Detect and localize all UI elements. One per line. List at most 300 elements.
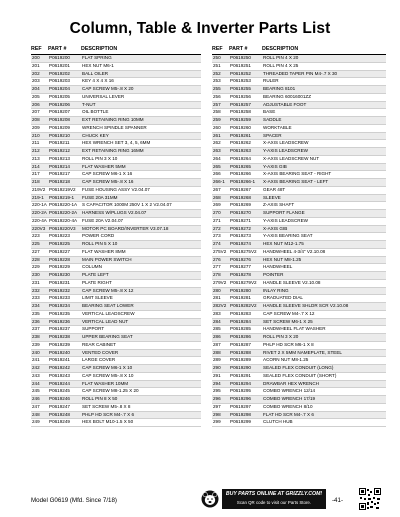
ref-cell: 280 bbox=[212, 287, 229, 295]
description-cell: SET SCREW M5-.8 X 8 bbox=[81, 403, 201, 411]
part-number-cell: P0619285 bbox=[229, 326, 262, 334]
description-cell: REAR CABINET bbox=[81, 341, 201, 349]
part-number-cell: P0619278 bbox=[229, 272, 262, 280]
ref-cell: 294 bbox=[212, 380, 229, 388]
part-number-cell: P0619218 bbox=[48, 179, 81, 187]
part-number-cell: P0619259 bbox=[229, 117, 262, 125]
description-cell: UPPER BEARING SEAT bbox=[81, 334, 201, 342]
ref-cell: 295 bbox=[212, 388, 229, 396]
table-row bbox=[31, 279, 201, 287]
table-row bbox=[31, 310, 201, 318]
table-row bbox=[31, 365, 201, 373]
ref-cell: 220-1A bbox=[31, 202, 48, 210]
part-number-cell: P0619238 bbox=[48, 334, 81, 342]
table-row bbox=[212, 365, 386, 373]
ref-cell: 246 bbox=[31, 396, 48, 404]
table-row bbox=[31, 62, 201, 70]
model-label: Model G0619 (Mfd. Since 7/18) bbox=[31, 497, 117, 504]
description-cell: CAP SCREW M6-1 X 10 bbox=[81, 365, 201, 373]
part-number-cell: P0619296 bbox=[229, 396, 262, 404]
table-row bbox=[31, 55, 201, 63]
part-number-cell: P0619266 bbox=[229, 171, 262, 179]
header-part: PART # bbox=[48, 46, 81, 55]
ref-cell: 237 bbox=[31, 326, 48, 334]
description-cell: FUSE HOUSING ASSY V2.04.07 bbox=[81, 186, 201, 194]
ref-cell: 252 bbox=[212, 70, 229, 78]
ref-cell: 289 bbox=[212, 357, 229, 365]
ref-cell: 288 bbox=[212, 349, 229, 357]
part-number-cell: P0619219-1 bbox=[48, 194, 81, 202]
description-cell: CAP SCREW M5-.8 X 16 bbox=[81, 179, 201, 187]
table-row bbox=[212, 341, 386, 349]
description-cell: CHUCK KEY bbox=[81, 132, 201, 140]
ref-cell: 207 bbox=[31, 109, 48, 117]
part-number-cell: P0619261 bbox=[229, 132, 262, 140]
part-number-cell: P0619274 bbox=[229, 241, 262, 249]
description-cell: FLAT HD SCR M4-.7 X 6 bbox=[262, 411, 386, 419]
description-cell: GEAR 48T bbox=[262, 186, 386, 194]
table-row bbox=[31, 155, 201, 163]
ref-cell: 286 bbox=[212, 334, 229, 342]
ref-cell: 234 bbox=[31, 303, 48, 311]
description-cell: FUSE 20A V2.04.07 bbox=[81, 217, 201, 225]
description-cell: ROLL PIN 5 X 10 bbox=[81, 241, 201, 249]
table-row bbox=[212, 78, 386, 86]
header-description: DESCRIPTION bbox=[81, 46, 201, 55]
description-cell: ADJUSTABLE FOOT bbox=[262, 101, 386, 109]
table-row bbox=[212, 186, 386, 194]
description-cell: SLEEVE bbox=[262, 194, 386, 202]
ref-cell: 243 bbox=[31, 372, 48, 380]
table-row bbox=[212, 396, 386, 404]
description-cell: FLAT SPRING bbox=[81, 55, 201, 63]
description-cell: CAP SCREW M4-.7 X 12 bbox=[262, 310, 386, 318]
ref-cell: 287 bbox=[212, 341, 229, 349]
part-number-cell: P0619282V2 bbox=[229, 303, 262, 311]
ref-cell: 281 bbox=[212, 295, 229, 303]
description-cell: PHLP HD SCR M6-1 X 8 bbox=[262, 341, 386, 349]
description-cell: BASE bbox=[262, 109, 386, 117]
ref-cell: 225 bbox=[31, 241, 48, 249]
table-row bbox=[212, 287, 386, 295]
part-number-cell: P0619256 bbox=[229, 93, 262, 101]
table-row bbox=[212, 380, 386, 388]
table-row bbox=[31, 341, 201, 349]
description-cell: SUPPORT FLANGE bbox=[262, 210, 386, 218]
ref-cell: 202 bbox=[31, 70, 48, 78]
table-row bbox=[212, 101, 386, 109]
table-row bbox=[212, 163, 386, 171]
ref-cell: 209 bbox=[31, 124, 48, 132]
qr-code-icon[interactable] bbox=[359, 488, 381, 510]
table-row bbox=[31, 256, 201, 264]
table-row bbox=[31, 388, 201, 396]
description-cell: CAP SCREW M6-1 X 16 bbox=[81, 171, 201, 179]
part-number-cell: P0619279V2 bbox=[229, 279, 262, 287]
ref-cell: 220-2A bbox=[31, 210, 48, 218]
part-number-cell: P0619283 bbox=[229, 310, 262, 318]
description-cell: SPACER bbox=[262, 132, 386, 140]
part-number-cell: P0619230 bbox=[48, 272, 81, 280]
description-cell: POWER CORD bbox=[81, 233, 201, 241]
description-cell: ROLL PIN 3 X 10 bbox=[81, 155, 201, 163]
parts-table-right bbox=[212, 46, 386, 427]
description-cell: LARGE COVER bbox=[81, 357, 201, 365]
part-number-cell: P0619209 bbox=[48, 124, 81, 132]
description-cell: BEARING 8101 bbox=[262, 86, 386, 94]
table-row bbox=[212, 272, 386, 280]
ref-cell: 268 bbox=[212, 194, 229, 202]
description-cell: Z-AXIS SHAFT bbox=[262, 202, 386, 210]
ref-cell: 257 bbox=[212, 101, 229, 109]
table-row bbox=[31, 334, 201, 342]
table-row bbox=[212, 357, 386, 365]
part-number-cell: P0619263 bbox=[229, 148, 262, 156]
ref-cell: 259 bbox=[212, 117, 229, 125]
table-row bbox=[212, 70, 386, 78]
description-cell: HEX NUT M8-1.25 bbox=[262, 256, 386, 264]
ref-cell: 230 bbox=[31, 272, 48, 280]
part-number-cell: P0619234 bbox=[48, 303, 81, 311]
ref-cell: 256 bbox=[212, 93, 229, 101]
part-number-cell: P0619243 bbox=[48, 372, 81, 380]
table-row bbox=[31, 117, 201, 125]
part-number-cell: P0619250 bbox=[229, 55, 262, 63]
description-cell: WORKTABLE bbox=[262, 124, 386, 132]
part-number-cell: P0619266-1 bbox=[229, 179, 262, 187]
part-number-cell: P0619200 bbox=[48, 55, 81, 63]
part-number-cell: P0619291 bbox=[229, 372, 262, 380]
description-cell: CAP SCREW M5-.8 X 20 bbox=[81, 86, 201, 94]
part-number-cell: P0619272 bbox=[229, 225, 262, 233]
part-number-cell: P0619220V3 bbox=[48, 225, 81, 233]
table-row bbox=[31, 295, 201, 303]
table-row bbox=[31, 233, 201, 241]
ref-cell: 212 bbox=[31, 148, 48, 156]
part-number-cell: P0619235 bbox=[48, 310, 81, 318]
part-number-cell: P0619255 bbox=[229, 86, 262, 94]
ref-cell: 276 bbox=[212, 256, 229, 264]
part-number-cell: P0619228 bbox=[48, 256, 81, 264]
ref-cell: 284 bbox=[212, 318, 229, 326]
table-row bbox=[31, 124, 201, 132]
table-row bbox=[31, 101, 201, 109]
ref-cell: 265 bbox=[212, 163, 229, 171]
part-number-cell: P0619280 bbox=[229, 287, 262, 295]
ref-cell: 258 bbox=[212, 109, 229, 117]
description-cell: VENTED COVER bbox=[81, 349, 201, 357]
description-cell: CAP SCREW M5-.8 X 10 bbox=[81, 372, 201, 380]
ref-cell: 204 bbox=[31, 86, 48, 94]
table-row bbox=[212, 318, 386, 326]
part-number-cell: P0619203 bbox=[48, 78, 81, 86]
description-cell: HANDWHEEL FLAT WASHER bbox=[262, 326, 386, 334]
header-part: PART # bbox=[229, 46, 262, 55]
ref-cell: 219-1 bbox=[31, 194, 48, 202]
ref-cell: 283 bbox=[212, 310, 229, 318]
table-row bbox=[31, 132, 201, 140]
description-cell: FLAT WASHER 10MM bbox=[81, 380, 201, 388]
ref-cell: 264 bbox=[212, 155, 229, 163]
description-cell: CAP SCREW M8-1.25 X 20 bbox=[81, 388, 201, 396]
ref-cell: 255 bbox=[212, 86, 229, 94]
table-row bbox=[212, 124, 386, 132]
table-row bbox=[31, 163, 201, 171]
part-number-cell: P0619288 bbox=[229, 349, 262, 357]
ref-cell: 277 bbox=[212, 264, 229, 272]
part-number-cell: P0619227 bbox=[48, 248, 81, 256]
part-number-cell: P0619236 bbox=[48, 318, 81, 326]
part-number-cell: P0619220-2A bbox=[48, 210, 81, 218]
part-number-cell: P0619202 bbox=[48, 70, 81, 78]
ref-cell: 201 bbox=[31, 62, 48, 70]
ref-cell: 211 bbox=[31, 140, 48, 148]
ref-cell: 249 bbox=[31, 419, 48, 427]
part-number-cell: P0619294 bbox=[229, 380, 262, 388]
part-number-cell: P0619257 bbox=[229, 101, 262, 109]
description-cell: MAIN POWER SWITCH bbox=[81, 256, 201, 264]
part-number-cell: P0619260 bbox=[229, 124, 262, 132]
ref-cell: 250 bbox=[212, 55, 229, 63]
part-number-cell: P0619265 bbox=[229, 163, 262, 171]
ref-cell: 274 bbox=[212, 241, 229, 249]
description-cell: DRAWBAR HEX WRENCH bbox=[262, 380, 386, 388]
table-row bbox=[31, 419, 201, 427]
page-title: Column, Table & Inverter Parts List bbox=[69, 20, 331, 37]
table-row bbox=[31, 186, 201, 194]
table-row bbox=[212, 372, 386, 380]
part-number-cell: P0619231 bbox=[48, 279, 81, 287]
description-cell: HANDLE SLEEVE V2.10.08 bbox=[262, 279, 386, 287]
ref-cell: 238 bbox=[31, 334, 48, 342]
table-row bbox=[212, 225, 386, 233]
part-number-cell: P0619211 bbox=[48, 140, 81, 148]
part-number-cell: P0619244 bbox=[48, 380, 81, 388]
ref-cell: 245 bbox=[31, 388, 48, 396]
table-row bbox=[212, 148, 386, 156]
header-description: DESCRIPTION bbox=[262, 46, 386, 55]
description-cell: SADDLE bbox=[262, 117, 386, 125]
table-row bbox=[31, 93, 201, 101]
part-number-cell: P0619245 bbox=[48, 388, 81, 396]
table-row bbox=[212, 264, 386, 272]
ref-cell: 210 bbox=[31, 132, 48, 140]
ref-cell: 247 bbox=[31, 403, 48, 411]
ref-cell: 244 bbox=[31, 380, 48, 388]
ref-cell: 218 bbox=[31, 179, 48, 187]
description-cell: ACORN NUT M8-1.25 bbox=[262, 357, 386, 365]
part-number-cell: P0619264 bbox=[229, 155, 262, 163]
ref-cell: 213 bbox=[31, 155, 48, 163]
ref-cell: 278 bbox=[212, 272, 229, 280]
ref-cell: 217 bbox=[31, 171, 48, 179]
description-cell: ROLL PIN 4 X 25 bbox=[262, 62, 386, 70]
description-cell: FLAT WASHER 5MM bbox=[81, 163, 201, 171]
ref-cell: 203 bbox=[31, 78, 48, 86]
description-cell: HANDLE SLEEVE SHLDR SCR V2.10.08 bbox=[262, 303, 386, 311]
table-row bbox=[31, 272, 201, 280]
part-number-cell: P0619217 bbox=[48, 171, 81, 179]
table-row bbox=[212, 349, 386, 357]
table-row bbox=[31, 411, 201, 419]
description-cell: FUSE 20A 31MM bbox=[81, 194, 201, 202]
table-row bbox=[31, 264, 201, 272]
description-cell: CAP SCREW M5-.8 X 12 bbox=[81, 287, 201, 295]
ref-cell: 253 bbox=[212, 78, 229, 86]
ref-cell: 242 bbox=[31, 365, 48, 373]
part-number-cell: P0619201 bbox=[48, 62, 81, 70]
table-row bbox=[212, 155, 386, 163]
table-row bbox=[212, 326, 386, 334]
part-number-cell: P0619295 bbox=[229, 388, 262, 396]
description-cell: BALL OILER bbox=[81, 70, 201, 78]
part-number-cell: P0619286 bbox=[229, 334, 262, 342]
description-cell: UNIVERSAL LEVER bbox=[81, 93, 201, 101]
part-number-cell: P0619298 bbox=[229, 411, 262, 419]
table-row bbox=[212, 295, 386, 303]
ref-cell: 266-1 bbox=[212, 179, 229, 187]
promo-subtext: Scan QR code to visit our Parts Store. bbox=[236, 500, 312, 505]
ref-cell: 260 bbox=[212, 124, 229, 132]
table-row bbox=[31, 225, 201, 233]
part-number-cell: P0619208 bbox=[48, 117, 81, 125]
ref-cell: 208 bbox=[31, 117, 48, 125]
part-number-cell: P0619276 bbox=[229, 256, 262, 264]
table-row bbox=[212, 171, 386, 179]
table-row bbox=[212, 117, 386, 125]
table-row bbox=[31, 171, 201, 179]
header-ref: REF bbox=[31, 46, 48, 55]
part-number-cell: P0619275V2 bbox=[229, 248, 262, 256]
ref-cell: 220-4A bbox=[31, 217, 48, 225]
ref-cell: 272 bbox=[212, 225, 229, 233]
description-cell: EXT RETAINING RING 16MM bbox=[81, 148, 201, 156]
table-row bbox=[31, 217, 201, 225]
part-number-cell: P0619241 bbox=[48, 357, 81, 365]
table-row bbox=[31, 70, 201, 78]
table-row bbox=[212, 179, 386, 187]
description-cell: X-AXIS LEADSCREW NUT bbox=[262, 155, 386, 163]
table-row bbox=[212, 132, 386, 140]
table-header-row bbox=[212, 46, 386, 55]
description-cell: PLATE RIGHT bbox=[81, 279, 201, 287]
part-number-cell: P0619281 bbox=[229, 295, 262, 303]
description-cell: VERTICAL LEADSCREW bbox=[81, 310, 201, 318]
description-cell: COLUMN bbox=[81, 264, 201, 272]
promo-headline: BUY PARTS ONLINE AT GRIZZLY.COM! bbox=[225, 491, 323, 497]
table-row bbox=[31, 396, 201, 404]
description-cell: POINTER bbox=[262, 272, 386, 280]
table-row bbox=[31, 403, 201, 411]
part-number-cell: P0619214 bbox=[48, 163, 81, 171]
table-row bbox=[212, 419, 386, 427]
ref-cell: 227 bbox=[31, 248, 48, 256]
ref-cell: 291 bbox=[212, 372, 229, 380]
ref-cell: 298 bbox=[212, 411, 229, 419]
ref-cell: 266 bbox=[212, 171, 229, 179]
ref-cell: 267 bbox=[212, 186, 229, 194]
ref-cell: 240 bbox=[31, 349, 48, 357]
parts-store-promo[interactable] bbox=[222, 489, 326, 509]
table-row bbox=[212, 310, 386, 318]
description-cell: KEY 4 X 4 X 16 bbox=[81, 78, 201, 86]
table-row bbox=[31, 210, 201, 218]
description-cell: PLATE LEFT bbox=[81, 272, 201, 280]
description-cell: HANDWHEEL 4-3/4" V2.10.08 bbox=[262, 248, 386, 256]
part-number-cell: P0619219V2 bbox=[48, 186, 81, 194]
description-cell: GRADUATED DIAL bbox=[262, 295, 386, 303]
page-number: -41- bbox=[332, 497, 344, 504]
ref-cell: 200 bbox=[31, 55, 48, 63]
description-cell: S CAPACITOR 1000M 250V 1 X 2 V2.04.07 bbox=[81, 202, 201, 210]
table-row bbox=[31, 140, 201, 148]
description-cell: HARNESS W/PLUGS V2.04.07 bbox=[81, 210, 201, 218]
part-number-cell: P0619242 bbox=[48, 365, 81, 373]
part-number-cell: P0619248 bbox=[48, 411, 81, 419]
table-row bbox=[31, 357, 201, 365]
description-cell: MOTOR PC BOARD/INVERTER V3.07.18 bbox=[81, 225, 201, 233]
description-cell: COMBO WRENCH 8/10 bbox=[262, 403, 386, 411]
table-row bbox=[31, 248, 201, 256]
part-number-cell: P0619247 bbox=[48, 403, 81, 411]
table-row bbox=[212, 241, 386, 249]
table-row bbox=[212, 303, 386, 311]
ref-cell: 223 bbox=[31, 233, 48, 241]
table-row bbox=[212, 233, 386, 241]
part-number-cell: P0619220-1A bbox=[48, 202, 81, 210]
table-row bbox=[31, 86, 201, 94]
ref-cell: 228 bbox=[31, 256, 48, 264]
description-cell: LIMIT SLEEVE bbox=[81, 295, 201, 303]
table-row bbox=[212, 62, 386, 70]
ref-cell: 299 bbox=[212, 419, 229, 427]
description-cell: ROLL PIN 3 X 20 bbox=[262, 334, 386, 342]
table-row bbox=[31, 148, 201, 156]
description-cell: T-NUT bbox=[81, 101, 201, 109]
description-cell: BEARING 60016001ZZ bbox=[262, 93, 386, 101]
part-number-cell: P0619284 bbox=[229, 318, 262, 326]
description-cell: SEALED FLEX CONDUIT (LONG) bbox=[262, 365, 386, 373]
part-number-cell: P0619290 bbox=[229, 365, 262, 373]
ref-cell: 239 bbox=[31, 341, 48, 349]
part-number-cell: P0619299 bbox=[229, 419, 262, 427]
description-cell: HEX NUT M6-1 bbox=[81, 62, 201, 70]
part-number-cell: P0619297 bbox=[229, 403, 262, 411]
table-row bbox=[212, 388, 386, 396]
part-number-cell: P0619271 bbox=[229, 217, 262, 225]
description-cell: CLUTCH HUB bbox=[262, 419, 386, 427]
ref-cell: 275V2 bbox=[212, 248, 229, 256]
description-cell: X-AXIS BEARING SEAT - RIGHT bbox=[262, 171, 386, 179]
table-row bbox=[31, 202, 201, 210]
ref-cell: 285 bbox=[212, 326, 229, 334]
part-number-cell: P0619289 bbox=[229, 357, 262, 365]
description-cell: HEX BOLT M10-1.5 X 50 bbox=[81, 419, 201, 427]
description-cell: ROLL PIN 4 X 20 bbox=[262, 55, 386, 63]
part-number-cell: P0619262 bbox=[229, 140, 262, 148]
description-cell: Y-AXIS BEARING SEAT bbox=[262, 233, 386, 241]
part-number-cell: P0619212 bbox=[48, 148, 81, 156]
description-cell: RULER bbox=[262, 78, 386, 86]
description-cell: X-AXIS BEARING SEAT - LEFT bbox=[262, 179, 386, 187]
description-cell: COMBO WRENCH 17/19 bbox=[262, 396, 386, 404]
description-cell: HEX WRENCH SET 3, 4, 5, 6MM bbox=[81, 140, 201, 148]
part-number-cell: P0619277 bbox=[229, 264, 262, 272]
table-row bbox=[31, 303, 201, 311]
ref-cell: 235 bbox=[31, 310, 48, 318]
description-cell: SEALED FLEX CONDUIT (SHORT) bbox=[262, 372, 386, 380]
part-number-cell: P0619239 bbox=[48, 341, 81, 349]
